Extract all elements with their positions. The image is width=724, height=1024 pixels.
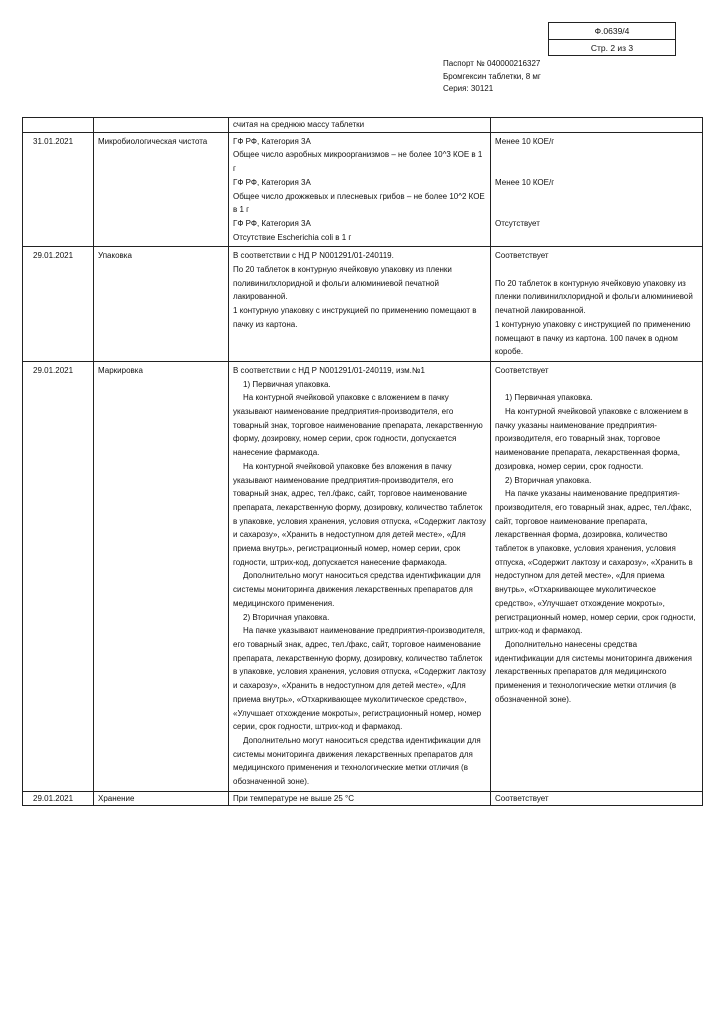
- spec-line: Дополнительно могут наноситься средства идентификации для системы мониторинга движения лекарственных препаратов для медицинского применения и технологические метки отличия (в обозначенной зоне).: [233, 735, 481, 787]
- table-row: [23, 361, 703, 791]
- result-line: Соответствует: [495, 365, 549, 375]
- spec-line: 1) Первичная упаковка.: [243, 379, 331, 389]
- result-line: 1 контурную упаковку с инструкцией по применению помещают в пачку из картона. 100 пачек в одном коробе.: [495, 319, 691, 357]
- result-line: На контурной ячейковой упаковке с вложением в пачку указаны наименование предприятия-производителя, его товарный знак, торговое наименование препарата, лекарственная форма, дозировка, номер серии, срок годности.: [495, 407, 689, 471]
- spec-cell: При температуре не выше 25 °С: [229, 791, 491, 806]
- table-row: [23, 791, 703, 806]
- table-row: [23, 132, 703, 247]
- result-line: По 20 таблеток в контурную ячейковую упаковку из пленки поливинилхлоридной и фольги алюминиевой печатной лакированной.: [495, 278, 693, 316]
- spec-line: В соответствии с НД Р N001291/01-240119, изм.№1: [233, 365, 425, 375]
- spec-cell: [229, 361, 491, 791]
- spec-line: На пачке указывают наименование предприятия-производителя, его товарный знак, адрес, тел./факс, сайт, торговое наименование препарата, лекарственную форму, дозировку, количество таблеток в упаковке, условия хранения, условия отпуска, «Содержит лактозу и сахарозу», «Хранить в недоступном для детей месте», «Для приема внутрь», «Отхаркивающее муколитическое средство», «Улучшает отхождение мокроты», регистрационный номер, номер серии, срок годности, штрих-код и фармакод.: [233, 626, 486, 732]
- spec-line: ГФ РФ, Категория 3А: [233, 177, 311, 187]
- spec-line: 1 контурную упаковку с инструкцией по применению помещают в пачку из картона.: [233, 306, 477, 329]
- table-row: [23, 247, 703, 362]
- result-line: На пачке указаны наименование предприятия-производителя, его товарный знак, адрес, тел./факс, сайт, торговое наименование препарата, лекарственная форма, дозировка, количество таблеток в упаковке, условия хранения, условия отпуска, «Содержит лактозу и сахарозу», «Хранить в недоступном для детей месте», «Для приема внутрь», «Отхаркивающее муколитическое средство», «Улучшает отхождение мокроты», регистрационный номер, номер серии, срок годности, штрих-код и фармакод.: [495, 489, 696, 636]
- result-line: Менее 10 КОЕ/г: [495, 177, 555, 187]
- spec-cell: считая на среднюю массу таблетки: [229, 118, 491, 133]
- test-name-cell: Хранение: [94, 791, 229, 806]
- spec-line: Общее число дрожжевых и плесневых грибов – не более 10^2 КОЕ в 1 г: [233, 191, 485, 215]
- spec-line: Общее число аэробных микроорганизмов – не более 10^3 КОЕ в 1 г: [233, 150, 483, 174]
- spec-line: 2) Вторичная упаковка.: [243, 612, 330, 622]
- spec-line: ГФ РФ, Категория 3А: [233, 218, 311, 228]
- result-line: 1) Первичная упаковка.: [505, 393, 593, 403]
- spec-line: На контурной ячейковой упаковке с вложением в пачку указывают наименование предприятия-производителя, его товарный знак, торговое наименование препарата, лекарственную форму, дозировку, номер серии, срок годности, допускается нанесение фармакода.: [233, 393, 483, 458]
- result-line: 2) Вторичная упаковка.: [505, 475, 592, 485]
- spec-line: Дополнительно могут наноситься средства идентификации для системы мониторинга движения лекарственных препаратов для медицинского применения.: [233, 571, 481, 608]
- result-line: Соответствует: [495, 251, 549, 261]
- result-line: Отсутствует: [495, 218, 540, 228]
- passport-number: Паспорт № 040000216327: [443, 59, 541, 68]
- test-name-cell: Маркировка: [94, 361, 229, 791]
- product-name: Бромгексин таблетки, 8 мг: [443, 71, 541, 81]
- form-code-box: [548, 22, 676, 56]
- spec-line: В соответствии с НД Р N001291/01-240119.: [233, 251, 394, 261]
- spec-line: Отсутствие Escherichia coli в 1 г: [233, 232, 352, 242]
- passport-header: [443, 58, 541, 96]
- table-row: [23, 118, 703, 133]
- test-results-table: [22, 117, 703, 806]
- result-line: Дополнительно нанесены средства идентификации для системы мониторинга движения лекарственных препаратов для медицинского применения и технологические метки отличия (в обозначенной зоне).: [495, 639, 692, 704]
- result-cell: Соответствует: [491, 791, 703, 806]
- test-name-cell: Микробиологическая чистота: [94, 132, 229, 247]
- result-cell: [491, 361, 703, 791]
- date-cell: 29.01.2021: [23, 361, 94, 791]
- date-cell: 29.01.2021: [23, 791, 94, 806]
- form-code: Ф.0639/4: [549, 23, 675, 40]
- date-cell: 29.01.2021: [23, 247, 94, 362]
- date-cell: 31.01.2021: [23, 132, 94, 247]
- page-number: Стр. 2 из 3: [590, 43, 634, 53]
- result-line: Менее 10 КОЕ/г: [495, 136, 555, 146]
- spec-cell: [229, 132, 491, 247]
- spec-line: По 20 таблеток в контурную ячейковую упаковку из пленки поливинилхлоридной и фольги алюминиевой печатной лакированной.: [233, 265, 452, 302]
- spec-line: ГФ РФ, Категория 3А: [233, 136, 311, 146]
- result-cell: [491, 132, 703, 247]
- result-cell: [491, 247, 703, 362]
- series-number: Серия: 30121: [443, 84, 494, 93]
- spec-cell: [229, 247, 491, 362]
- test-name-cell: Упаковка: [94, 247, 229, 362]
- spec-line: На контурной ячейковой упаковке без вложения в пачку указывают наименование предприятия-производителя, его товарный знак, адрес, тел./факс, сайт, торговое наименование препарата, лекарственную форму, дозировку, количество таблеток в упаковке, условия хранения, условия отпуска, «Содержит лактозу и сахарозу», «Хранить в недоступном для детей месте», «Для приема внутрь», регистрационный номер, номер серии, срок годности, штрих-код, допускается нанесение фармакода.: [233, 461, 486, 567]
